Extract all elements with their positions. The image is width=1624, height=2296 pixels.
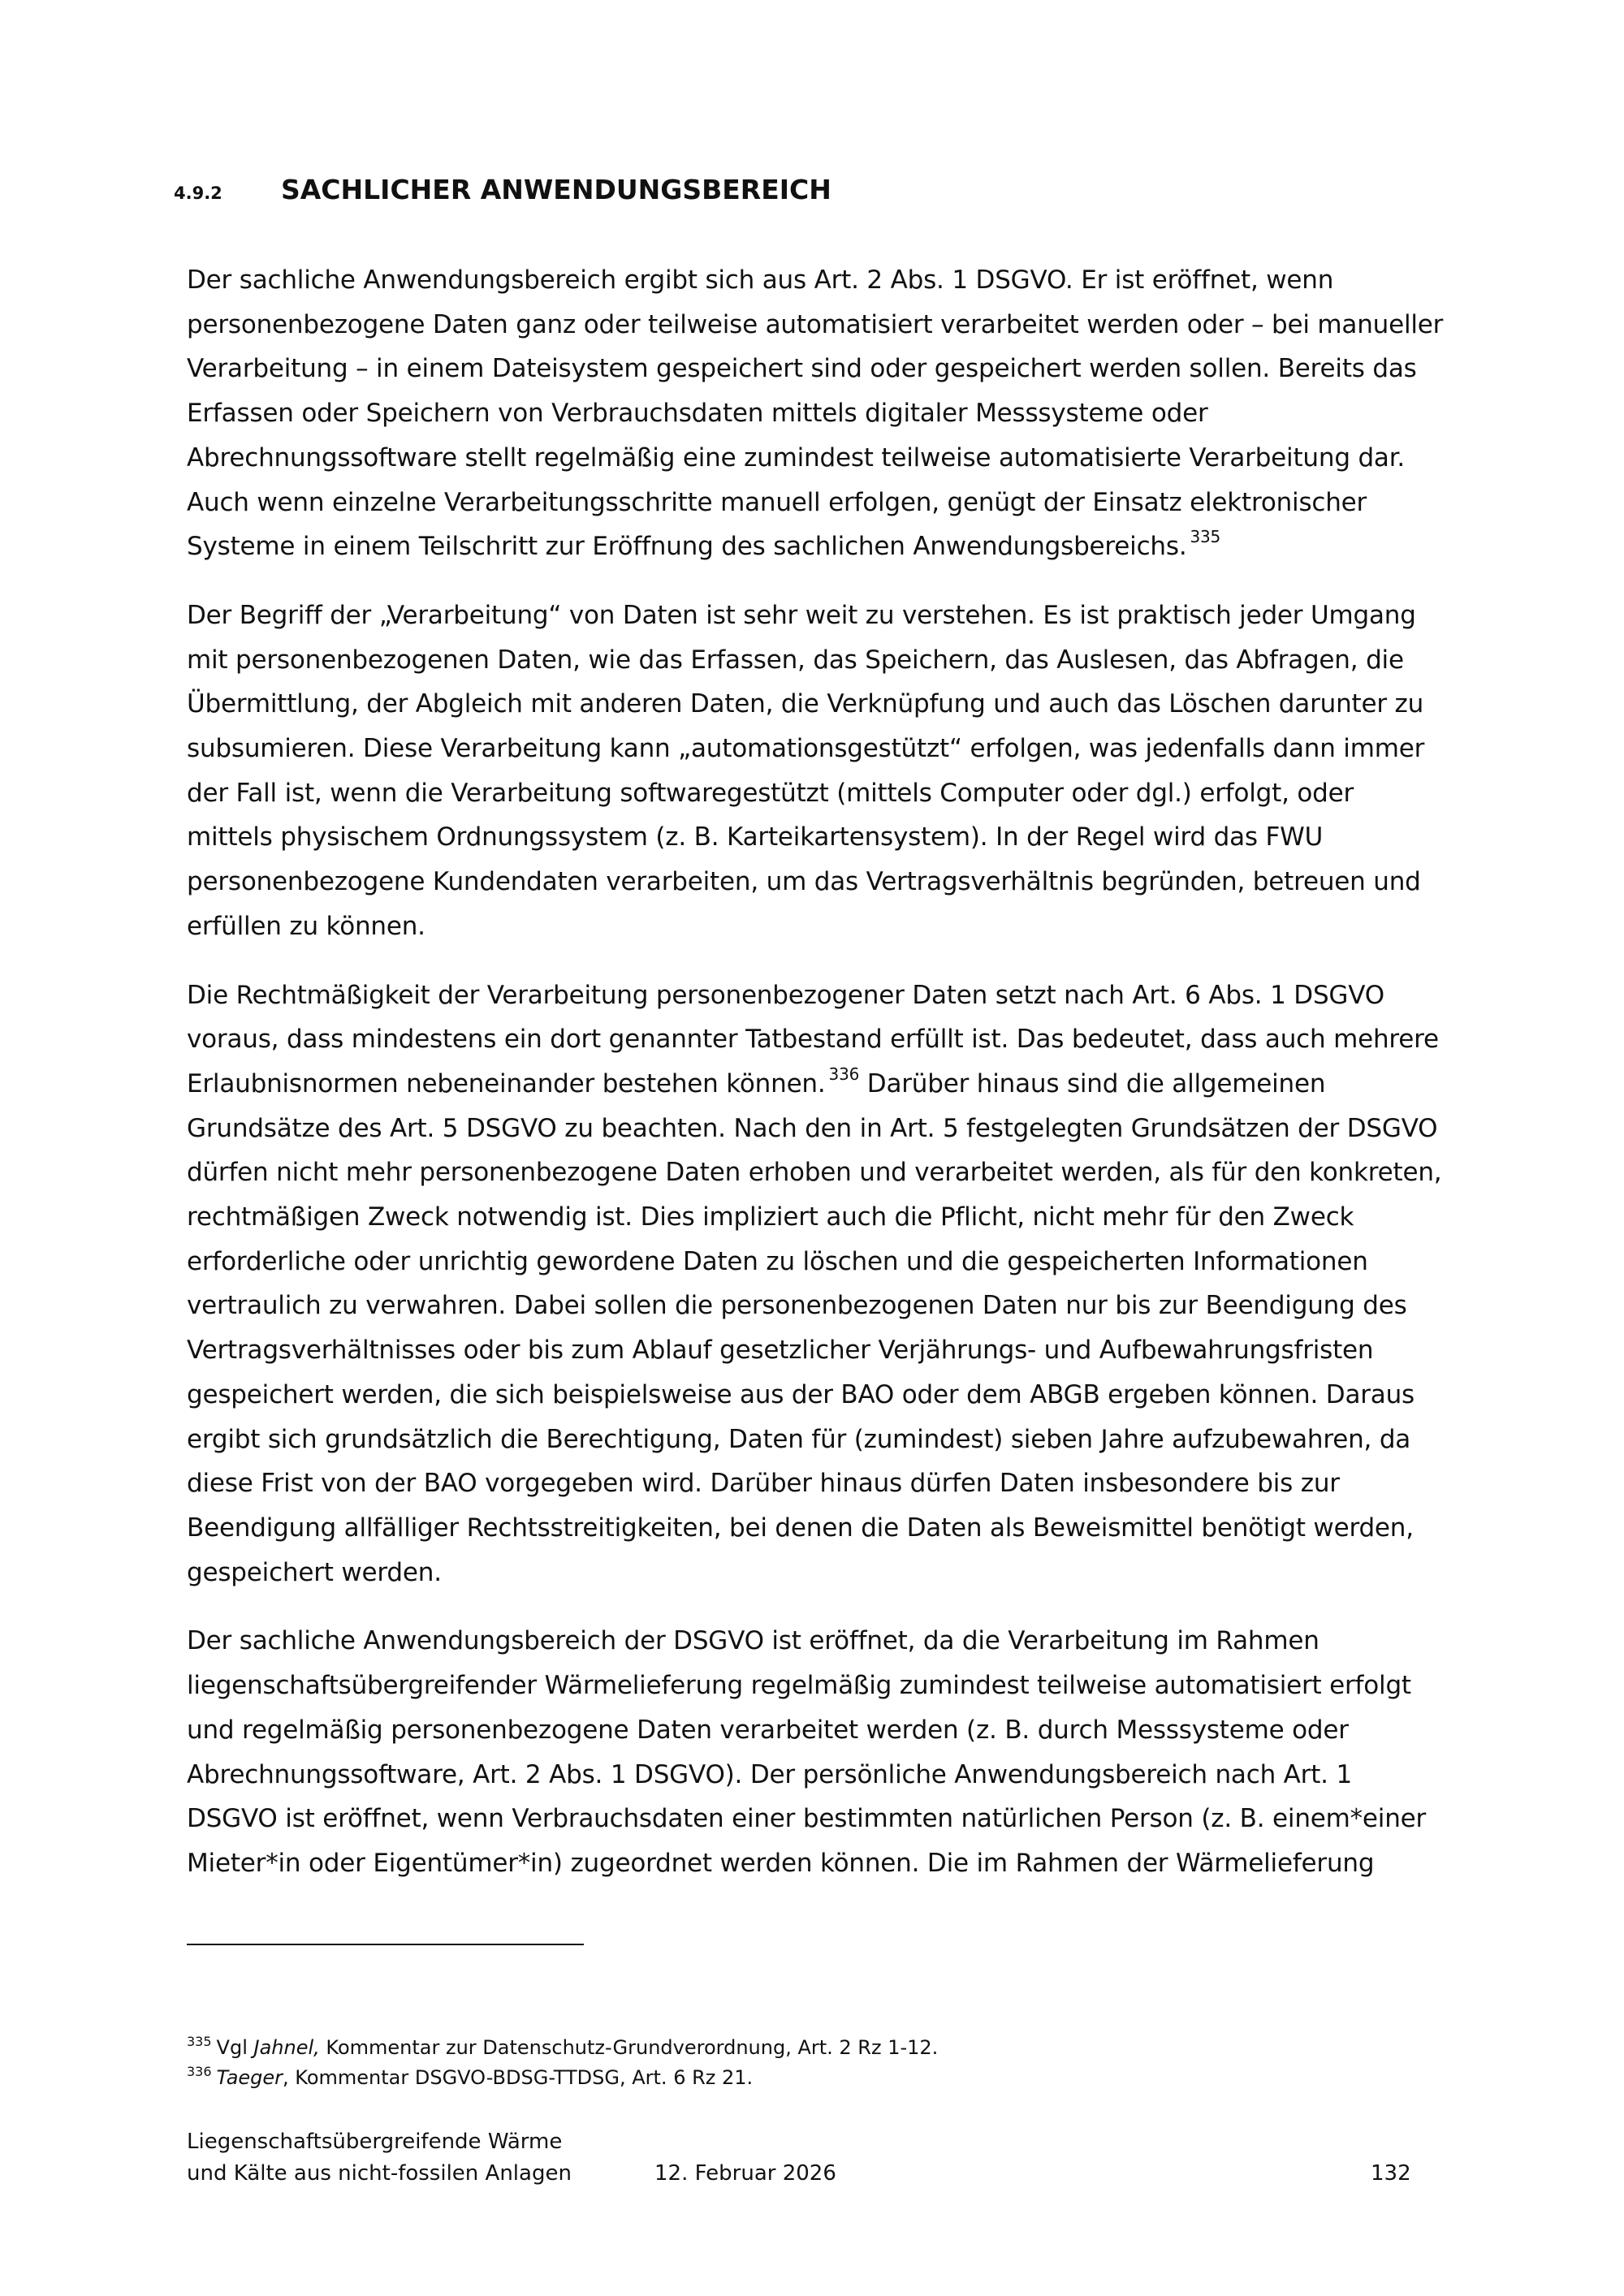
text-line: gespeichert werden. — [187, 1557, 442, 1587]
text-line — [187, 524, 1453, 569]
footnote-335 — [187, 2033, 938, 2063]
text-line: mittels physischem Ordnungssystem (z. B. Karteikartensystem). In der Regel wird das FWU — [187, 822, 1324, 852]
footnote-separator — [187, 1944, 584, 1945]
text-line: rechtmäßigen Zweck notwendig ist. Dies impliziert auch die Pflicht, nicht mehr für den Zweck — [187, 1202, 1354, 1232]
text-line: Der Begriff der „Verarbeitung“ von Daten ist sehr weit zu verstehen. Es ist praktisch jeder Umgang — [187, 600, 1416, 630]
text-segment: Systeme in einem Teilschritt zur Eröffnung des sachlichen Anwendungsbereichs. — [187, 532, 1187, 562]
footer-title-line: Liegenschaftsübergreifende Wärme — [187, 2130, 563, 2154]
text-line — [187, 1062, 1453, 1107]
paragraph-4 — [187, 1619, 1453, 1885]
text-line: der Fall ist, wenn die Verarbeitung softwaregestützt (mittels Computer oder dgl.) erfolgt, oder — [187, 778, 1354, 808]
text-segment: Darüber hinaus sind die allgemeinen — [859, 1068, 1326, 1098]
body-text — [187, 258, 1453, 1910]
text-line: Vertragsverhältnisses oder bis zum Ablauf gesetzlicher Verjährungs- und Aufbewahrungsfristen — [187, 1336, 1374, 1366]
footnote-text: , Kommentar DSGVO-BDSG-TTDSG, Art. 6 Rz 21. — [283, 2066, 754, 2089]
footnotes — [187, 2033, 938, 2093]
text-line: Beendigung allfälliger Rechtsstreitigkeiten, bei denen die Daten als Beweismittel benötigt werden, — [187, 1513, 1414, 1543]
text-line: dürfen nicht mehr personenbezogene Daten erhoben und verarbeitet werden, als für den konkreten, — [187, 1158, 1442, 1188]
text-line: vertraulich zu verwahren. Dabei sollen die personenbezogenen Daten nur bis zur Beendigung des — [187, 1291, 1407, 1321]
text-line: mit personenbezogenen Daten, wie das Erfassen, das Speichern, das Auslesen, das Abfragen, die — [187, 645, 1404, 675]
text-line: erfüllen zu können. — [187, 911, 425, 941]
paragraph-3 — [187, 973, 1453, 1595]
footnote-text: Kommentar zur Datenschutz-Grundverordnung, Art. 2 Rz 1-12. — [319, 2036, 939, 2059]
text-line: Übermittlung, der Abgleich mit anderen Daten, die Verknüpfung und auch das Löschen darunter zu — [187, 689, 1424, 719]
text-line: Abrechnungssoftware stellt regelmäßig eine zumindest teilweise automatisierte Verarbeitung dar. — [187, 442, 1406, 473]
text-line: Mieter*in oder Eigentümer*in) zugeordnet werden können. Die im Rahmen der Wärmelieferung — [187, 1848, 1375, 1878]
text-line: diese Frist von der BAO vorgegeben wird. Darüber hinaus dürfen Daten insbesondere bis zur — [187, 1469, 1340, 1499]
footnote-reference-336[interactable]: 336 — [828, 1064, 860, 1084]
text-line: ergibt sich grundsätzlich die Berechtigung, Daten für (zumindest) sieben Jahre aufzubewahren, da — [187, 1424, 1411, 1454]
text-line: Auch wenn einzelne Verarbeitungsschritte manuell erfolgen, genügt der Einsatz elektronischer — [187, 487, 1367, 517]
text-line: gespeichert werden, die sich beispielsweise aus der BAO oder dem ABGB ergeben können. Daraus — [187, 1379, 1415, 1409]
footnote-prefix: Vgl — [216, 2036, 254, 2059]
text-line: voraus, dass mindestens ein dort genannter Tatbestand erfüllt ist. Das bedeutet, dass auch mehrere — [187, 1025, 1439, 1055]
text-line: liegenschaftsübergreifender Wärmelieferung regelmäßig zumindest teilweise automatisiert erfolgt — [187, 1671, 1411, 1701]
section-heading — [174, 174, 831, 205]
page-number: 132 — [1371, 2161, 1411, 2186]
section-title: SACHLICHER ANWENDUNGSBEREICH — [281, 174, 831, 205]
text-line: DSGVO ist eröffnet, wenn Verbrauchsdaten einer bestimmten natürlichen Person (z. B. einem*einer — [187, 1804, 1427, 1834]
text-line: personenbezogene Daten ganz oder teilweise automatisiert verarbeitet werden oder – bei manueller — [187, 309, 1444, 339]
text-line: und regelmäßig personenbezogene Daten verarbeitet werden (z. B. durch Messsysteme oder — [187, 1715, 1349, 1745]
text-line: subsumieren. Diese Verarbeitung kann „automationsgestützt“ erfolgen, was jedenfalls dann immer — [187, 734, 1425, 764]
paragraph-2 — [187, 593, 1453, 949]
footer-document-title — [187, 2126, 572, 2190]
text-line: Abrechnungssoftware, Art. 2 Abs. 1 DSGVO). Der persönliche Anwendungsbereich nach Art. 1 — [187, 1759, 1353, 1789]
text-segment: Erlaubnisnormen nebeneinander bestehen können. — [187, 1068, 826, 1098]
text-line: Der sachliche Anwendungsbereich der DSGVO ist eröffnet, da die Verarbeitung im Rahmen — [187, 1626, 1320, 1656]
text-line: Die Rechtmäßigkeit der Verarbeitung personenbezogener Daten setzt nach Art. 6 Abs. 1 DSGVO — [187, 980, 1384, 1010]
section-number: 4.9.2 — [174, 183, 222, 203]
text-line: personenbezogene Kundendaten verarbeiten, um das Vertragsverhältnis begründen, betreuen und — [187, 867, 1421, 897]
paragraph-1 — [187, 258, 1453, 569]
footnote-number: 335 — [187, 2034, 212, 2050]
text-line: erforderliche oder unrichtig gewordene Daten zu löschen und die gespeicherten Informationen — [187, 1246, 1368, 1276]
text-line: Erfassen oder Speichern von Verbrauchsdaten mittels digitaler Messsysteme oder — [187, 399, 1208, 429]
footnote-author: Taeger — [216, 2066, 283, 2089]
footer-title-line: und Kälte aus nicht-fossilen Anlagen — [187, 2161, 572, 2186]
footer-date: 12. Februar 2026 — [654, 2161, 836, 2186]
footnote-336 — [187, 2063, 938, 2093]
footnote-reference-335[interactable]: 335 — [1190, 527, 1221, 547]
footnote-author: Jahnel, — [253, 2036, 320, 2059]
text-line: Verarbeitung – in einem Dateisystem gespeichert sind oder gespeichert werden sollen. Bereits das — [187, 354, 1417, 384]
text-line: Grundsätze des Art. 5 DSGVO zu beachten. Nach den in Art. 5 festgelegten Grundsätzen der DSGVO — [187, 1113, 1438, 1143]
footnote-number: 336 — [187, 2064, 212, 2080]
text-line: Der sachliche Anwendungsbereich ergibt sich aus Art. 2 Abs. 1 DSGVO. Er ist eröffnet, wenn — [187, 265, 1334, 295]
